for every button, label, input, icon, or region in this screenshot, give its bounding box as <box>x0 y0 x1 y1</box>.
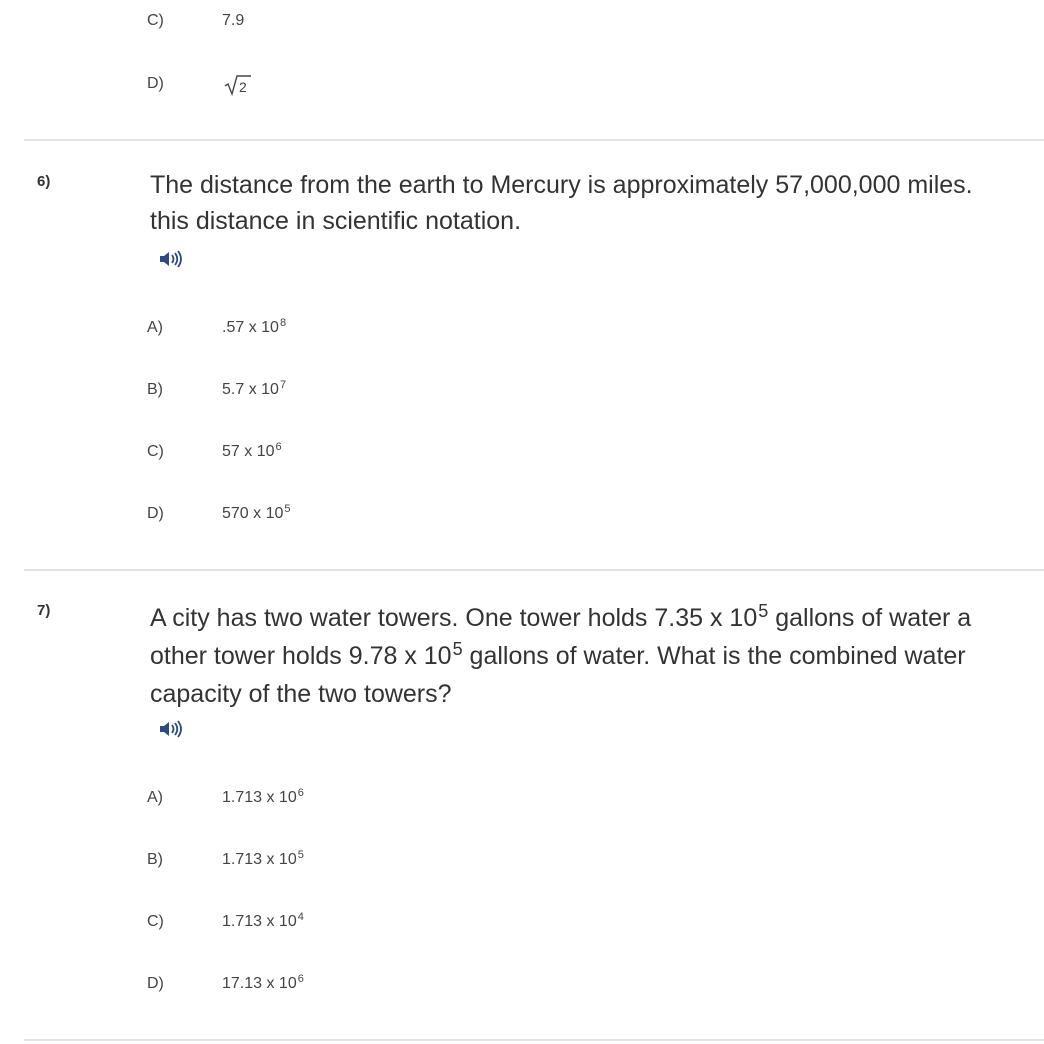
option-value: 7.9 <box>222 12 245 29</box>
option-value: 17.13 x $10^6$ <box>222 973 304 992</box>
option-letter: C) <box>147 443 164 460</box>
radicand: 2 <box>239 79 247 95</box>
question-divider <box>24 139 1044 141</box>
option-letter: D) <box>147 505 164 522</box>
option-letter: D) <box>147 975 164 992</box>
option-value: 5.7 x $10^7$ <box>222 379 287 398</box>
option-letter: C) <box>147 913 164 930</box>
question-divider <box>24 1039 1044 1041</box>
question-line: other tower holds 9.78 x $10^5$ gallons of water. What is the combined water <box>150 639 966 670</box>
option-letter: B) <box>147 851 163 868</box>
option-value: .57 x $10^8$ <box>222 317 287 336</box>
question-line: capacity of the two towers? <box>150 680 452 708</box>
option-value: 570 x $10^5$ <box>222 503 291 522</box>
sqrt-symbol <box>222 73 252 97</box>
question-line: this distance in scientific notation. <box>150 207 522 235</box>
sqrt-expression <box>222 73 252 97</box>
question-line: The distance from the earth to Mercury is approximately 57,000,000 miles. <box>150 171 973 199</box>
question-divider <box>24 569 1044 571</box>
question-line: A city has two water towers. One tower holds 7.35 x $10^5$ gallons of water a <box>150 601 972 632</box>
option-letter: D) <box>147 75 164 92</box>
option-letter: A) <box>147 789 163 806</box>
option-letter: A) <box>147 319 163 336</box>
question-number: 6) <box>37 173 51 190</box>
question-text <box>150 600 1044 712</box>
option-letter: B) <box>147 381 163 398</box>
option-value: 1.713 x $10^5$ <box>222 849 304 868</box>
option-value: 1.713 x $10^6$ <box>222 787 304 806</box>
option-letter: C) <box>147 12 164 29</box>
option-value: 57 x $10^6$ <box>222 441 282 460</box>
question-text <box>150 167 1044 239</box>
speaker-icon[interactable] <box>158 249 186 269</box>
question-number: 7) <box>37 602 51 619</box>
option-value: 1.713 x $10^4$ <box>222 911 304 930</box>
speaker-icon[interactable] <box>158 719 186 739</box>
